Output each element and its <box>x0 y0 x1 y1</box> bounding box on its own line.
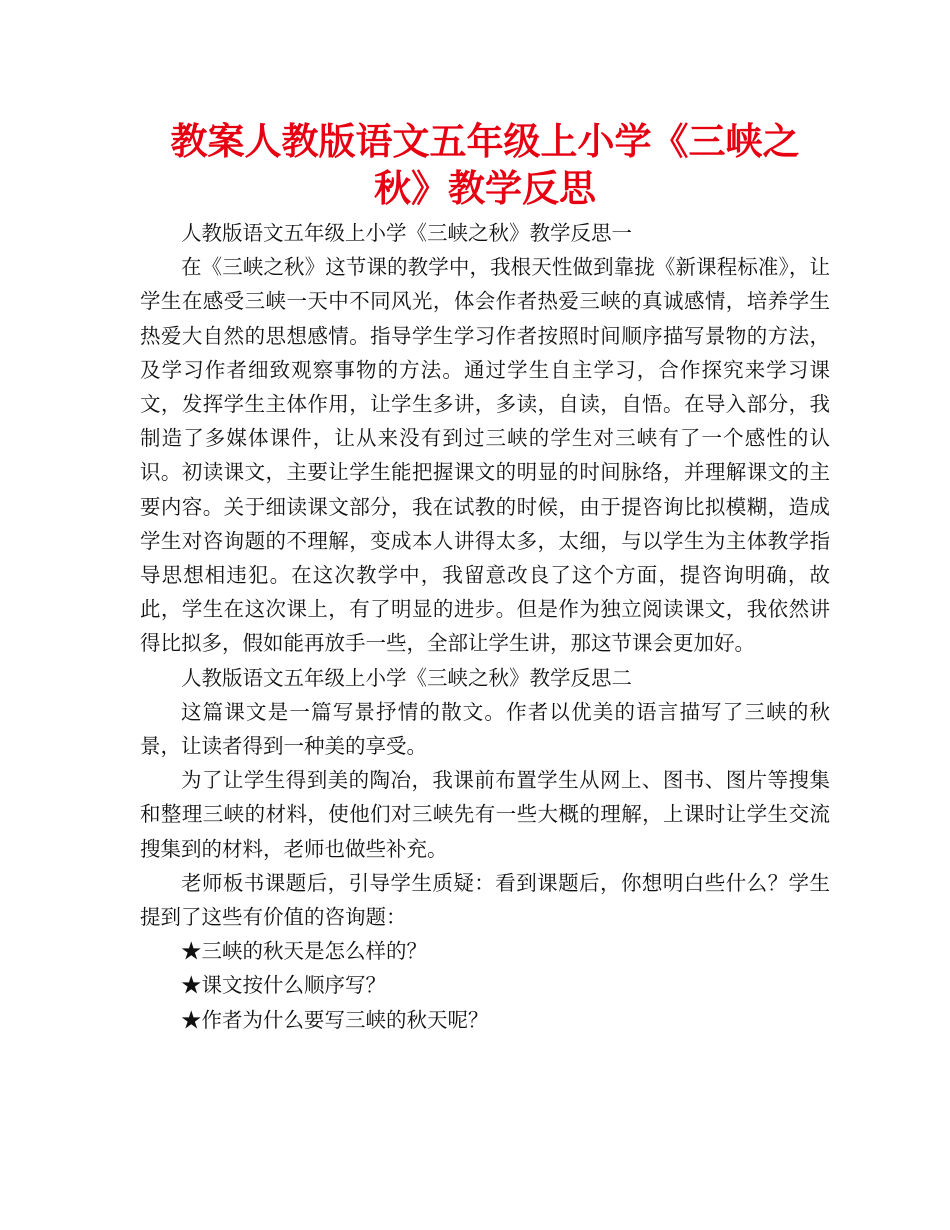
title-line-1: 教案人教版语文五年级上小学《三峡之 <box>170 120 800 163</box>
section-heading-2: 人教版语文五年级上小学《三峡之秋》教学反思二 <box>181 665 632 690</box>
document-page <box>140 118 830 1037</box>
section-heading-1: 人教版语文五年级上小学《三峡之秋》教学反思一 <box>181 221 632 245</box>
title-line-2: 秋》教学反思 <box>374 167 596 210</box>
body-paragraph-1: 在《三峡之秋》这节课的教学中，我根天性做到靠拢《新课程标准》，让学生在感受三峡一天中不同风光，体会作者热爱三峡的真诚感情，培养学生热爱大自然的思想感情。指导学生学习作者按照时间顺序描写景物的方法，及学习作者细致观察事物的方法。通过学生自主学习，合作探究来学习课文，发挥学生主体作用，让学生多讲，多读，自读，自悟。在导入部分，我制造了多媒体课件，让从来没有到过三峡的学生对三峡有了一个感性的认识。初读课文，主要让学生能把握课文的明显的时间脉络，并理解课文的主要内容。关于细读课文部分，我在试教的时候，由于提咨询比拟模糊，造成学生对咨询题的不理解，变成本人讲得太多，太细，与以学生为主体教学指导思想相违犯。在这次教学中，我留意改良了这个方面，提咨询明确，故此，学生在这次课上，有了明显的进步。但是作为独立阅读课文，我依然讲得比拟多，假如能再放手一些，全部让学生讲，那这节课会更加好。 <box>140 255 830 656</box>
body-paragraph-2: 这篇课文是一篇写景抒情的散文。作者以优美的语言描写了三峡的秋景，让读者得到一种美的享受。 <box>140 699 830 759</box>
document-body <box>140 216 830 1037</box>
question-item-3: ★作者为什么要写三峡的秋天呢？ <box>181 1007 489 1032</box>
question-item-1: ★三峡的秋天是怎么样的？ <box>181 939 427 964</box>
question-item-2: ★课文按什么顺序写？ <box>181 973 386 998</box>
body-paragraph-4: 老师板书课题后，引导学生质疑：看到课题后，你想明白些什么？学生提到了这些有价值的咨询题： <box>140 870 830 930</box>
body-paragraph-3: 为了让学生得到美的陶冶，我课前布置学生从网上、图书、图片等搜集和整理三峡的材料，使他们对三峡先有一些大概的理解，上课时让学生交流搜集到的材料，老师也做些补充。 <box>140 768 830 861</box>
document-title <box>140 118 830 212</box>
